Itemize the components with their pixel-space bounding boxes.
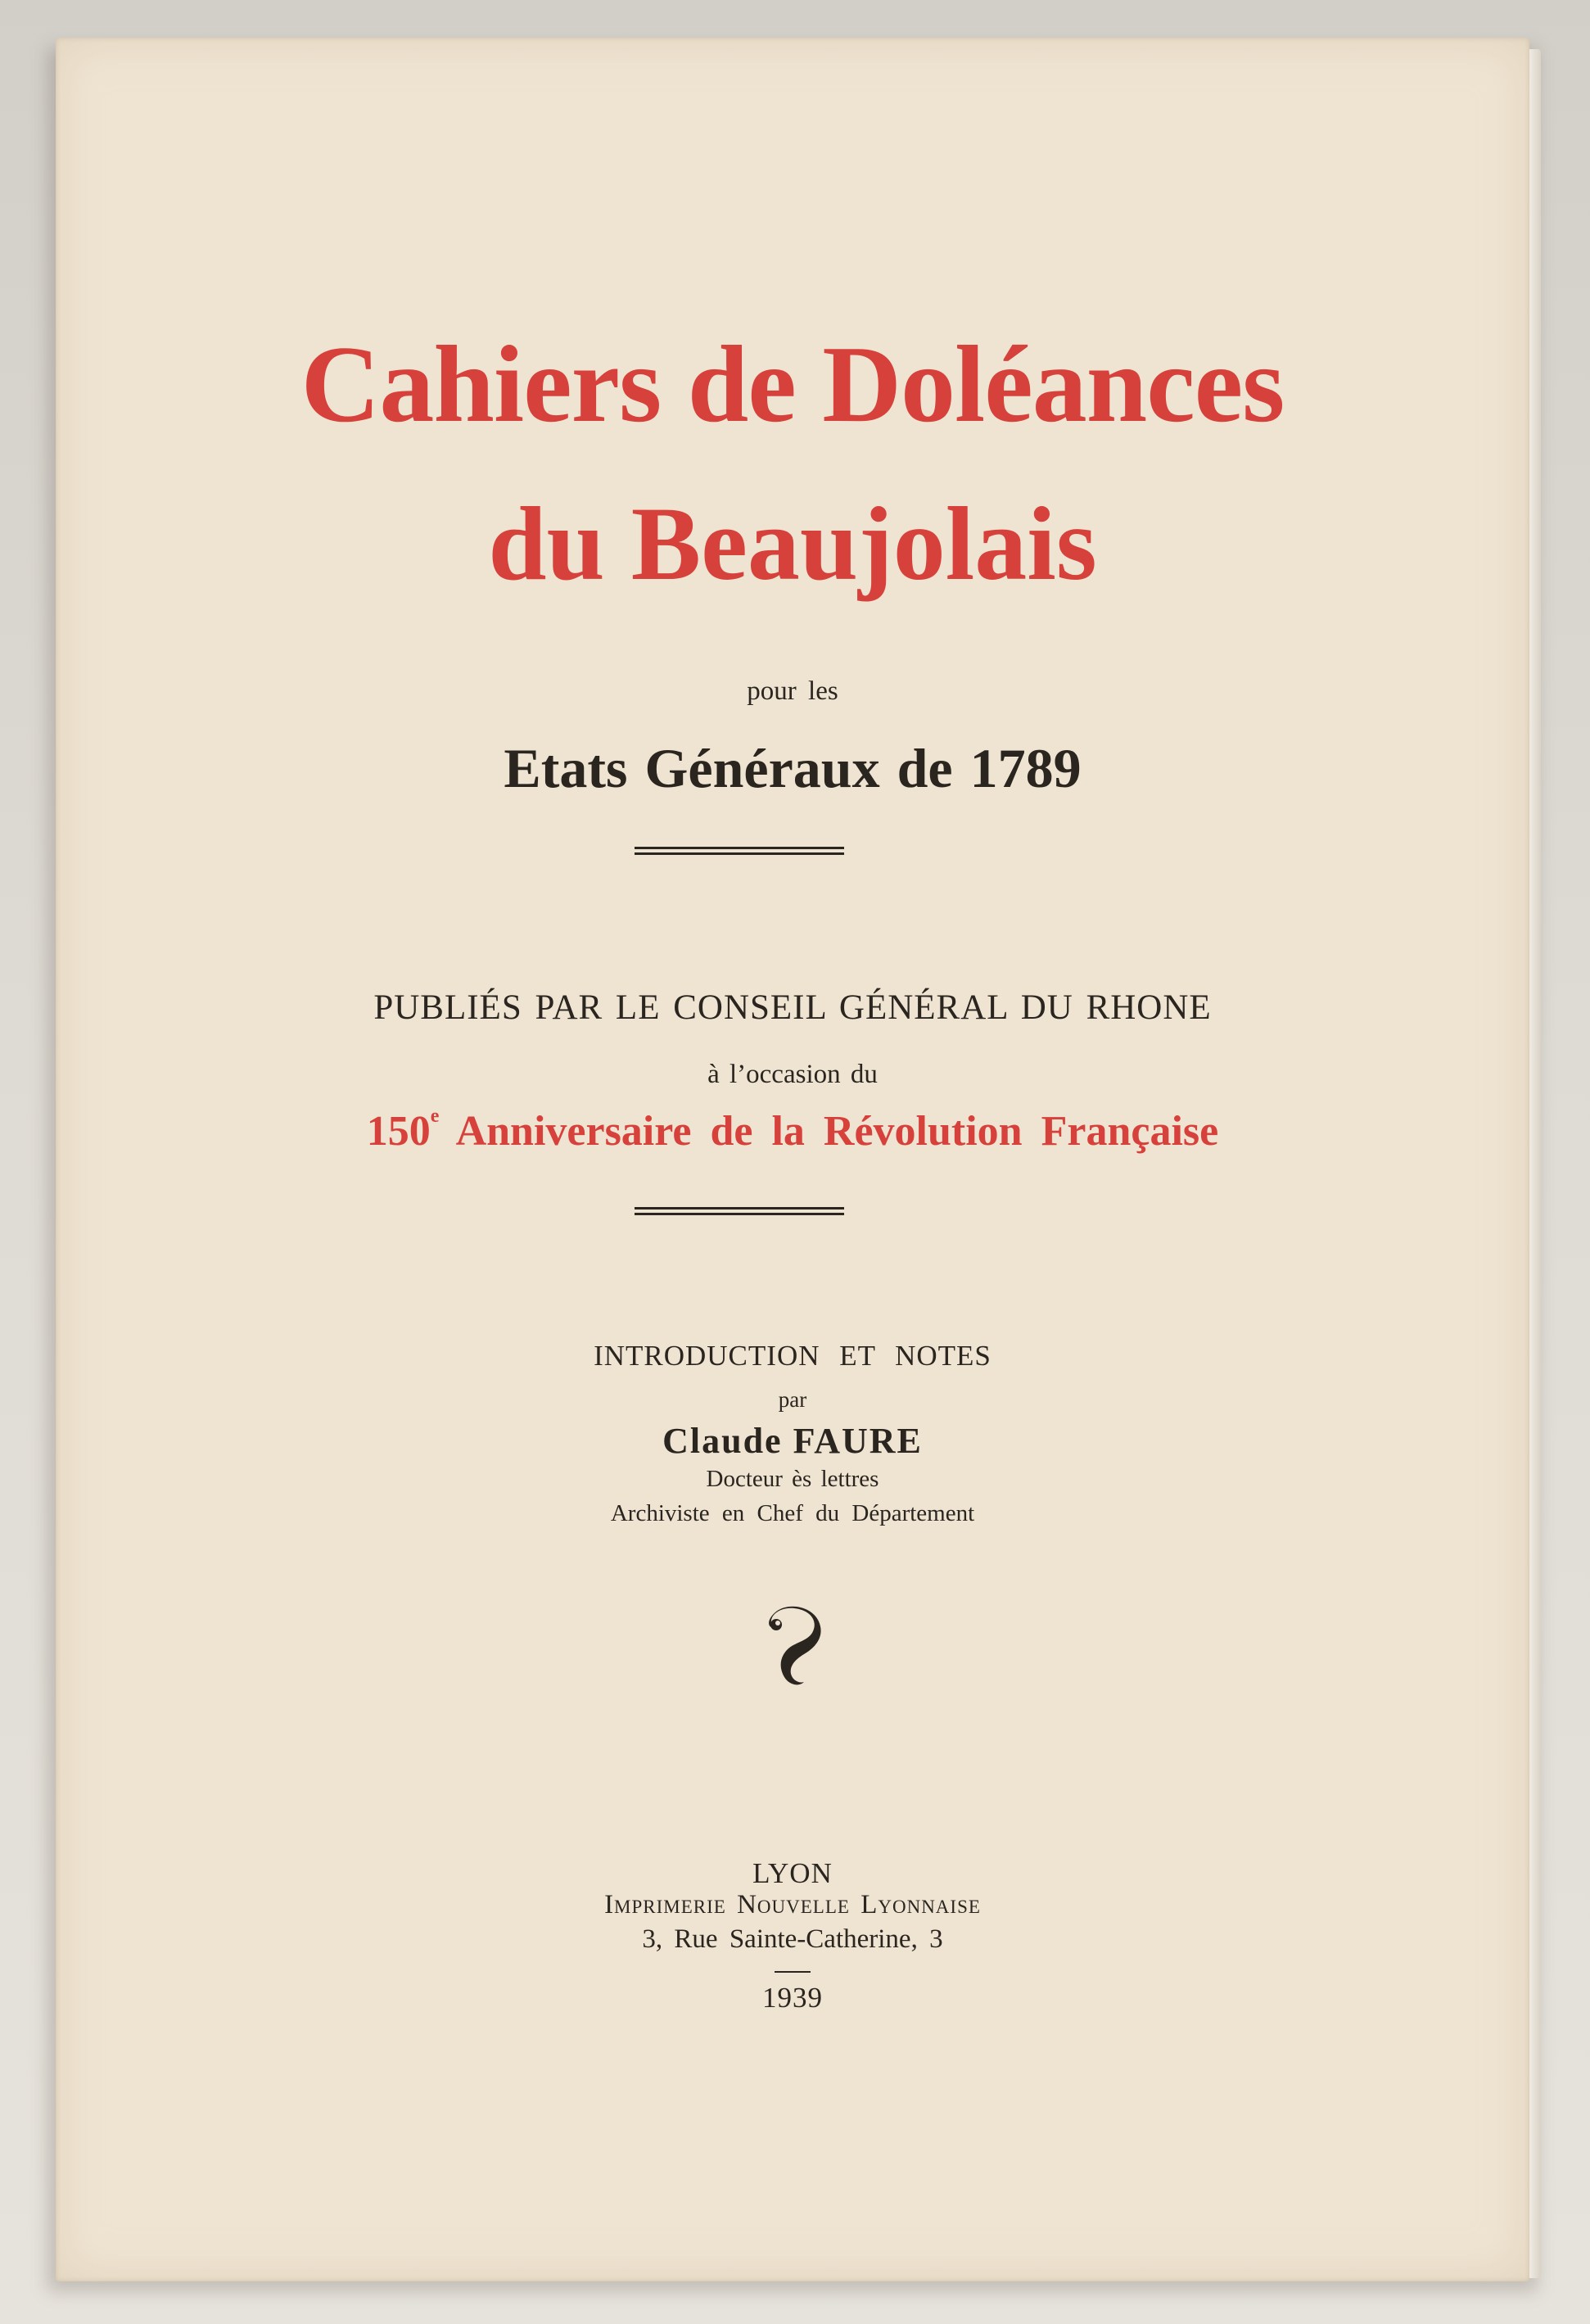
subtitle: Etats Généraux de 1789 (504, 737, 1082, 799)
pour-les-text: pour les (747, 676, 838, 706)
anniversary-text: Anniversaire de la Révolution Française (455, 1108, 1219, 1155)
short-dash-divider (775, 1971, 811, 1973)
publisher-line: PUBLIÉS PAR LE CONSEIL GÉNÉRAL DU RHONE (373, 988, 1212, 1027)
author-position: Archiviste en Chef du Département (610, 1500, 975, 1526)
double-rule-divider (635, 847, 844, 855)
cover-content (56, 38, 1529, 2281)
occasion-text: à l’occasion du (707, 1060, 878, 1089)
par-text: par (778, 1387, 807, 1412)
author-name: Claude FAURE (662, 1421, 923, 1461)
anniversary-suffix: e (430, 1105, 440, 1127)
anniversary-line (56, 1107, 1529, 1155)
anniversary-number: 150 (366, 1108, 431, 1155)
author-credential: Docteur ès lettres (706, 1466, 879, 1492)
publisher-city: LYON (752, 1857, 833, 1889)
title-line-1: Cahiers de Doléances (300, 323, 1285, 445)
title-line-2: du Beaujolais (488, 486, 1097, 602)
introduction-heading: INTRODUCTION ET NOTES (594, 1340, 991, 1372)
publication-year: 1939 (762, 1982, 823, 2014)
printer-address: 3, Rue Sainte-Catherine, 3 (642, 1924, 943, 1954)
double-rule-divider (635, 1207, 844, 1215)
printer-name: Imprimerie Nouvelle Lyonnaise (604, 1890, 981, 1919)
printers-flourish-ornament-icon (761, 1603, 824, 1690)
